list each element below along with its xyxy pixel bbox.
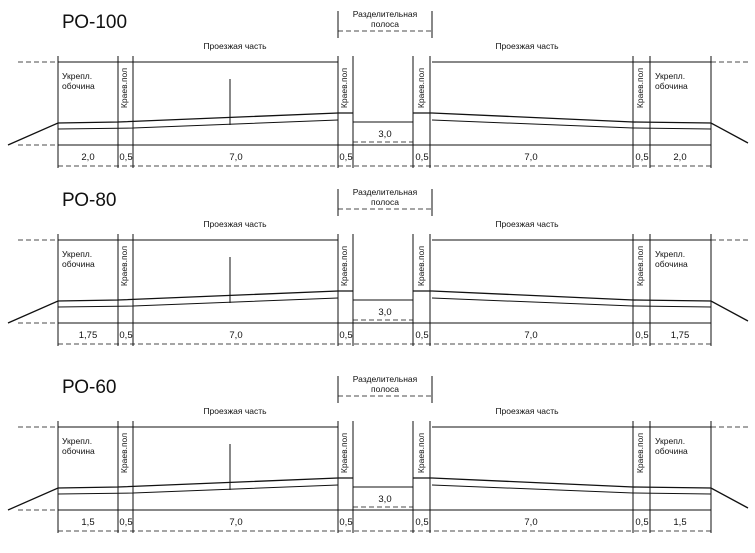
shoulder-label-left-1: Укрепл. bbox=[62, 436, 93, 446]
shoulder-label-left-2: обочина bbox=[62, 446, 95, 456]
dim-carriage-right: 7,0 bbox=[524, 152, 538, 163]
carriageway-label-right: Проезжая часть bbox=[495, 41, 559, 51]
dim-carriage-left: 7,0 bbox=[229, 517, 243, 528]
median-dim: 3,0 bbox=[378, 494, 392, 505]
edge-strip-label-1: Краев.пол bbox=[339, 432, 349, 474]
edge-strip-label-1: Краев.пол bbox=[339, 67, 349, 109]
cross-section-1 bbox=[8, 9, 748, 168]
median-label-line2: полоса bbox=[371, 19, 399, 29]
median-label-line1: Разделительная bbox=[352, 9, 418, 19]
median-dim: 3,0 bbox=[378, 129, 392, 140]
surface-right bbox=[413, 113, 748, 143]
dim-shoulder-left: 1,75 bbox=[78, 330, 98, 341]
dim-shoulder-right: 2,0 bbox=[673, 152, 687, 163]
dim-carriage-left: 7,0 bbox=[229, 152, 243, 163]
cross-section-3 bbox=[8, 374, 748, 533]
base-left bbox=[58, 298, 338, 307]
base-right bbox=[432, 298, 711, 307]
dim-carriage-right: 7,0 bbox=[524, 330, 538, 341]
shoulder-label-right-2: обочина bbox=[655, 446, 688, 456]
edge-strip-label-2: Краев.пол bbox=[416, 432, 426, 474]
shoulder-label-left-1: Укрепл. bbox=[62, 71, 93, 81]
edge-strip-label-0: Краев.пол bbox=[119, 67, 129, 109]
edge-strip-label-2: Краев.пол bbox=[416, 67, 426, 109]
dim-edge-inner-left: 0,5 bbox=[339, 330, 353, 341]
shoulder-label-left-1: Укрепл. bbox=[62, 249, 93, 259]
shoulder-label-right-2: обочина bbox=[655, 259, 688, 269]
edge-strip-label-3: Краев.пол bbox=[635, 67, 645, 109]
base-right bbox=[432, 120, 711, 129]
section-title: РО-100 bbox=[62, 12, 128, 33]
edge-strip-label-1: Краев.пол bbox=[339, 245, 349, 287]
edge-strip-label-3: Краев.пол bbox=[635, 245, 645, 287]
dim-edge-inner-right: 0,5 bbox=[415, 517, 429, 528]
edge-strip-label-3: Краев.пол bbox=[635, 432, 645, 474]
surface-right bbox=[413, 478, 748, 508]
median-label-line1: Разделительная bbox=[352, 187, 418, 197]
dim-carriage-right: 7,0 bbox=[524, 517, 538, 528]
shoulder-label-left-2: обочина bbox=[62, 81, 95, 91]
dim-shoulder-left: 1,5 bbox=[81, 517, 95, 528]
surface-right bbox=[413, 291, 748, 321]
edge-strip-label-2: Краев.пол bbox=[416, 245, 426, 287]
dim-shoulder-right: 1,75 bbox=[670, 330, 690, 341]
dim-edge-right: 0,5 bbox=[635, 152, 649, 163]
dim-carriage-left: 7,0 bbox=[229, 330, 243, 341]
shoulder-label-right-1: Укрепл. bbox=[655, 71, 686, 81]
carriageway-label-right: Проезжая часть bbox=[495, 406, 559, 416]
dim-shoulder-right: 1,5 bbox=[673, 517, 687, 528]
dim-edge-left: 0,5 bbox=[119, 517, 133, 528]
shoulder-label-right-2: обочина bbox=[655, 81, 688, 91]
dim-edge-right: 0,5 bbox=[635, 330, 649, 341]
base-left bbox=[58, 120, 338, 129]
dim-edge-inner-right: 0,5 bbox=[415, 330, 429, 341]
section-title: РО-60 bbox=[62, 377, 117, 398]
dim-edge-inner-right: 0,5 bbox=[415, 152, 429, 163]
dim-edge-inner-left: 0,5 bbox=[339, 517, 353, 528]
cross-section-2 bbox=[8, 187, 748, 346]
shoulder-label-right-1: Укрепл. bbox=[655, 249, 686, 259]
median-label-line1: Разделительная bbox=[352, 374, 418, 384]
carriageway-label-left: Проезжая часть bbox=[203, 41, 267, 51]
carriageway-label-left: Проезжая часть bbox=[203, 406, 267, 416]
base-left bbox=[58, 485, 338, 494]
edge-strip-label-0: Краев.пол bbox=[119, 245, 129, 287]
median-label-line2: полоса bbox=[371, 384, 399, 394]
carriageway-label-right: Проезжая часть bbox=[495, 219, 559, 229]
shoulder-label-right-1: Укрепл. bbox=[655, 436, 686, 446]
base-right bbox=[432, 485, 711, 494]
dim-edge-left: 0,5 bbox=[119, 330, 133, 341]
dim-edge-inner-left: 0,5 bbox=[339, 152, 353, 163]
dim-edge-left: 0,5 bbox=[119, 152, 133, 163]
shoulder-label-left-2: обочина bbox=[62, 259, 95, 269]
median-label-line2: полоса bbox=[371, 197, 399, 207]
section-title: РО-80 bbox=[62, 190, 117, 211]
carriageway-label-left: Проезжая часть bbox=[203, 219, 267, 229]
edge-strip-label-0: Краев.пол bbox=[119, 432, 129, 474]
dim-edge-right: 0,5 bbox=[635, 517, 649, 528]
median-dim: 3,0 bbox=[378, 307, 392, 318]
dim-shoulder-left: 2,0 bbox=[81, 152, 95, 163]
